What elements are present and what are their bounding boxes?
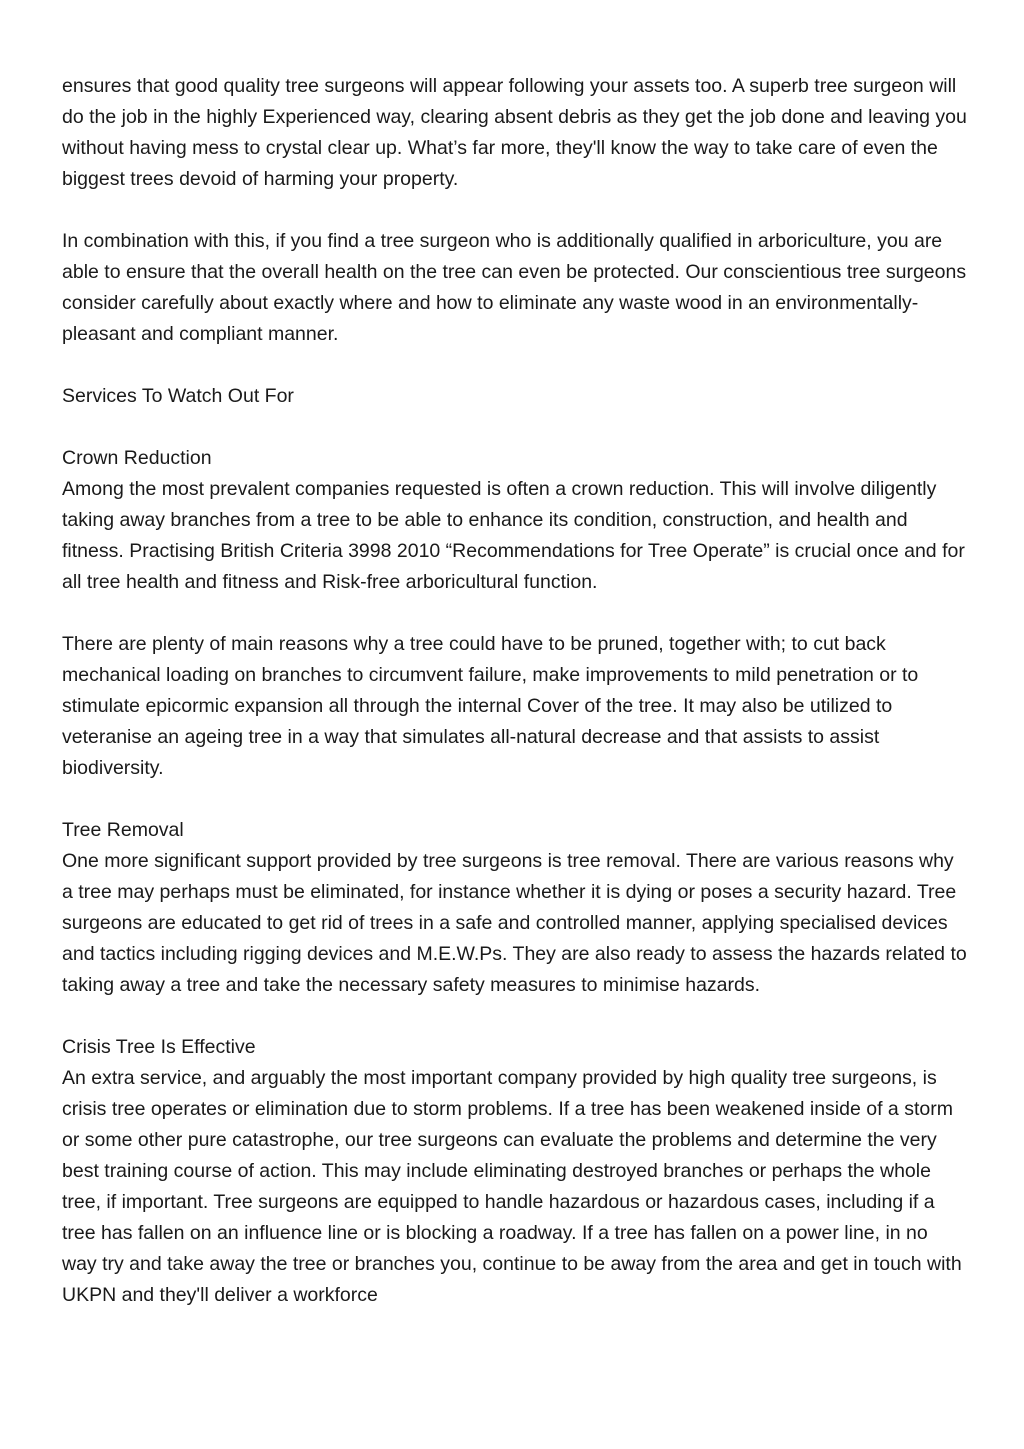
section-crisis-tree	[62, 1032, 967, 1311]
intro-paragraph: ensures that good quality tree surgeons will appear following your assets too. A superb tree surgeon will do the job in the highly Experienced way, clearing absent debris as they get the job done and leaving you without having mess to crystal clear up. What’s far more, they'll know the way to take care of even the biggest trees devoid of harming your property.	[62, 75, 967, 190]
section-paragraph: One more significant support provided by tree surgeons is tree removal. There are various reasons why a tree may perhaps must be eliminated, for instance whether it is dying or poses a security hazard. Tree surgeons are educated to get rid of trees in a safe and controlled manner, applying specialised devices and tactics including rigging devices and M.E.W.Ps. They are also ready to assess the hazards related to taking away a tree and take the necessary safety measures to minimise hazards.	[62, 850, 967, 996]
section-paragraph: Among the most prevalent companies requested is often a crown reduction. This will involve diligently taking away branches from a tree to be able to enhance its condition, construction, and health and fitness. Practising British Criteria 3998 2010 “Recommendations for Tree Operate” is crucial once and for all tree health and fitness and Risk-free arboricultural function.	[62, 478, 965, 593]
section-heading: Crisis Tree Is Effective	[62, 1036, 256, 1058]
section-paragraph: There are plenty of main reasons why a tree could have to be pruned, together with; to cut back mechanical loading on branches to circumvent failure, make improvements to mild penetration or to stimulate epicormic expansion all through the internal Cover of the tree. It may also be utilized to veteranise an ageing tree in a way that simulates all-natural decrease and that assists to assist biodiversity.	[62, 633, 919, 779]
section-tree-removal	[62, 815, 967, 1001]
section-crown-reduction	[62, 443, 967, 784]
section-heading: Crown Reduction	[62, 447, 212, 469]
services-heading: Services To Watch Out For	[62, 385, 294, 407]
section-heading: Tree Removal	[62, 819, 184, 841]
section-paragraph: An extra service, and arguably the most important company provided by high quality tree surgeons, is crisis tree operates or elimination due to storm problems. If a tree has been weakened inside of a storm or some other pure catastrophe, our tree surgeons can evaluate the problems and determine the very best training course of action. This may include eliminating destroyed branches or perhaps the whole tree, if important. Tree surgeons are equipped to handle hazardous or hazardous cases, including if a tree has fallen on an influence line or is blocking a roadway. If a tree has fallen on a power line, in no way try and take away the tree or branches you, continue to be away from the area and get in touch with UKPN and they'll deliver a workforce	[62, 1067, 962, 1306]
intro-paragraph: In combination with this, if you find a tree surgeon who is additionally qualified in arboriculture, you are able to ensure that the overall health on the tree can even be protected. Our conscientious tree surgeons consider carefully about exactly where and how to eliminate any waste wood in an environmentally-pleasant and compliant manner.	[62, 230, 967, 345]
document-page	[62, 71, 967, 1342]
